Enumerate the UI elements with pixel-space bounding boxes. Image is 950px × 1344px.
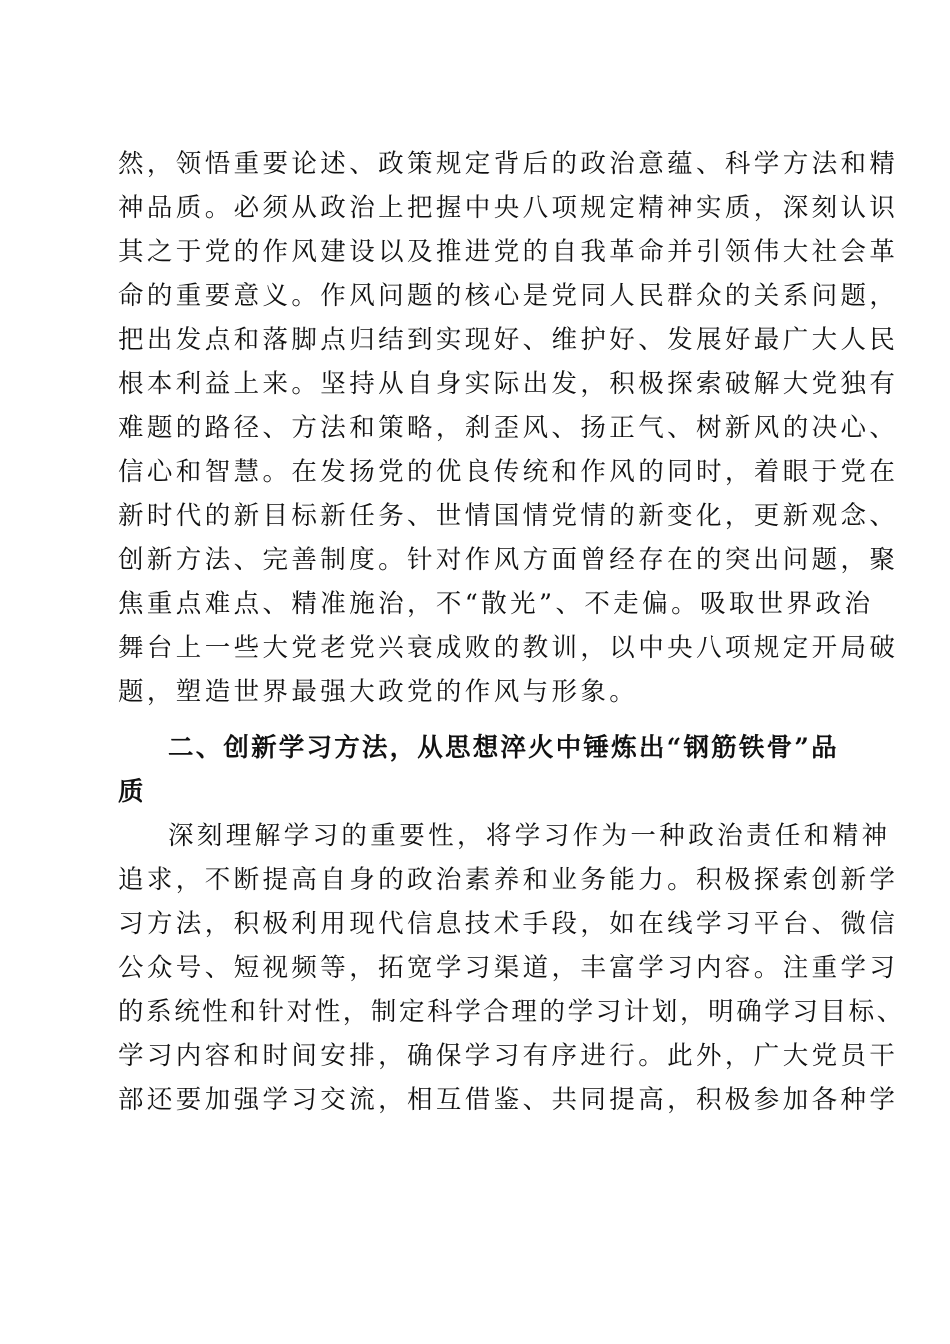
text-line: 舞台上一些大党老党兴衰成败的教训，以中央八项规定开局破 [118, 633, 899, 663]
text-line: 公众号、短视频等，拓宽学习渠道，丰富学习内容。注重学习 [118, 953, 899, 983]
text-line: 创新方法、完善制度。针对作风方面曾经存在的突出问题，聚 [118, 545, 899, 575]
text-line: 习方法，积极利用现代信息技术手段，如在线学习平台、微信 [118, 909, 899, 939]
text-line: 部还要加强学习交流，相互借鉴、共同提高，积极参加各种学 [118, 1085, 899, 1115]
text-line: 神品质。必须从政治上把握中央八项规定精神实质，深刻认识 [118, 193, 899, 223]
text-line: 题，塑造世界最强大政党的作风与形象。 [118, 677, 639, 707]
text-line: 焦重点难点、精准施治，不“散光”、不走偏。吸取世界政治 [118, 589, 874, 619]
text-line: 新时代的新目标新任务、世情国情党情的新变化，更新观念、 [118, 501, 899, 531]
text-line: 深刻理解学习的重要性，将学习作为一种政治责任和精神 [168, 821, 891, 851]
text-line: 信心和智慧。在发扬党的优良传统和作风的同时，着眼于党在 [118, 457, 899, 487]
heading-line: 质 [118, 777, 147, 807]
text-line: 难题的路径、方法和策略，刹歪风、扬正气、树新风的决心、 [118, 413, 899, 443]
text-line: 命的重要意义。作风问题的核心是党同人民群众的关系问题， [118, 281, 899, 311]
text-line: 追求，不断提高自身的政治素养和业务能力。积极探索创新学 [118, 865, 899, 895]
text-line: 学习内容和时间安排，确保学习有序进行。此外，广大党员干 [118, 1041, 899, 1071]
text-line: 然，领悟重要论述、政策规定背后的政治意蕴、科学方法和精 [118, 149, 899, 179]
text-line: 把出发点和落脚点归结到实现好、维护好、发展好最广大人民 [118, 325, 899, 355]
text-line: 的系统性和针对性，制定科学合理的学习计划，明确学习目标、 [118, 997, 905, 1027]
text-line: 其之于党的作风建设以及推进党的自我革命并引领伟大社会革 [118, 237, 899, 267]
heading-line: 二、创新学习方法，从思想淬火中锤炼出“钢筋铁骨”品 [168, 733, 839, 763]
text-line: 根本利益上来。坚持从自身实际出发，积极探索破解大党独有 [118, 369, 899, 399]
